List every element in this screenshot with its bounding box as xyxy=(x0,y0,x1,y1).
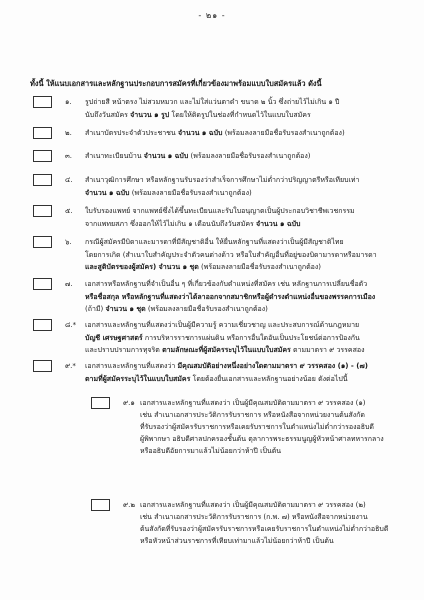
bold-text: จำนวน ๑ ฉบับ xyxy=(85,188,130,197)
text-line xyxy=(85,278,397,291)
item-text xyxy=(85,127,397,140)
bold-text: ตามที่ผู้สมัครระบุไว้ในแบบใบสมัคร xyxy=(85,374,191,383)
item-text xyxy=(85,278,397,316)
bold-text: จำนวน ๑ ชุด xyxy=(105,305,146,314)
text-line xyxy=(85,249,397,262)
text-segment: ตามมาตรา ๙ วรรคสอง xyxy=(290,346,365,355)
text-line xyxy=(85,205,397,218)
checkbox-9-1[interactable] xyxy=(91,397,110,409)
text-segment: ต้นสังกัดที่รับรองว่าผู้สมัครรับราชการหรือเคยรับราชการในตำแหน่งไม่ต่ำกว่าอธิบดี xyxy=(140,525,389,533)
checkbox-6[interactable] xyxy=(33,236,52,248)
text-line xyxy=(85,303,397,316)
subitem-number: ๙.๑ xyxy=(123,399,135,407)
text-line xyxy=(85,344,397,357)
text-segment: กรณีผู้สมัครมีบิดาและมารดาที่มีสัญชาติอื่น ให้ยื่นหลักฐานที่แสดงว่าเป็นผู้มีสัญชาติไทย xyxy=(85,238,344,246)
checkbox-1[interactable] xyxy=(33,96,52,108)
text-line xyxy=(140,511,398,523)
subitem-text xyxy=(140,499,398,547)
text-segment: (พร้อมลงลายมือชื่อรับรองสำเนาถูกต้อง) xyxy=(145,305,268,314)
text-segment: โดยการเกิด (สำเนาใบสำคัญประจำตัวคนต่างด้าว หรือใบสำคัญอื่นที่อยู่ของบิดามารดาหรือมารดา xyxy=(85,250,377,259)
item-text xyxy=(85,150,397,163)
text-segment: เช่น สำเนาเอกสารประวัติการรับราชการ (ก.พ. ๗) หรือหนังสือจากหน่วยงาน xyxy=(140,513,368,521)
item-number: ๙.* xyxy=(65,362,76,370)
item-number: ๖. xyxy=(65,238,72,246)
bold-text: จำนวน ๑ รูป xyxy=(130,110,170,119)
text-segment: และปราบปรามการทุจริต xyxy=(85,346,163,355)
bold-text: มีคุณสมบัติอย่างหนึ่งอย่างใดตามมาตรา ๙ วรรคสอง (๑) - (๗) xyxy=(177,362,368,370)
text-line xyxy=(140,535,398,547)
text-line xyxy=(85,261,397,274)
item-number: ๘.* xyxy=(65,321,77,329)
item-text xyxy=(85,205,397,230)
text-line xyxy=(85,236,397,249)
text-segment: (พร้อมลงลายมือชื่อรับรองสำเนาถูกต้อง) xyxy=(188,152,311,160)
checkbox-3[interactable] xyxy=(33,150,52,162)
item-text xyxy=(85,360,397,385)
text-segment: (พร้อมลงลายมือชื่อรับรองสำเนาถูกต้อง) xyxy=(222,129,345,137)
text-line xyxy=(85,150,397,163)
text-segment: สำเนาวุฒิการศึกษา หรือหลักฐานรับรองว่าสำเร็จการศึกษาไม่ต่ำกว่าปริญญาตรีหรือเทียบเท่า xyxy=(85,176,360,184)
text-segment: ผู้พิพากษา อธิบดีศาลปกครองชั้นต้น ตุลาการพระธรรมนูญผู้หัวหน้าศาลทหารกลาง xyxy=(140,435,384,443)
subitem-number: ๙.๒ xyxy=(123,501,135,509)
text-segment: หรือหัวหน้าส่วนราชการที่เทียบเท่ามาแล้วไม่น้อยกว่าห้าปี เป็นต้น xyxy=(140,537,334,545)
text-line xyxy=(85,291,397,304)
text-line xyxy=(85,332,397,345)
text-segment: (พร้อมลงลายมือชื่อรับรองสำเนาถูกต้อง) xyxy=(129,188,252,197)
bold-text: ตามลักษณะที่ผู้สมัครระบุไว้ในแบบใบสมัคร xyxy=(162,346,291,355)
item-number: ๓. xyxy=(65,152,73,160)
text-segment: (พร้อมลงลายมือชื่อรับรองสำเนาถูกต้อง) xyxy=(198,263,321,272)
text-line xyxy=(140,433,398,445)
item-number: ๑. xyxy=(65,98,72,106)
item-text xyxy=(85,96,397,121)
text-segment: เอกสารและหลักฐานที่แสดงว่า เป็นผู้มีคุณสมบัติตามมาตรา ๙ วรรคสอง (๑) xyxy=(140,399,366,407)
bold-text: จำนวน ๑ ชุด xyxy=(158,263,199,272)
checkbox-2[interactable] xyxy=(33,127,52,139)
text-segment: สำเนาทะเบียนบ้าน xyxy=(85,152,144,160)
item-text xyxy=(85,236,397,274)
text-segment: ที่รับรองว่าผู้สมัครรับราชการหรือเคยรับราชการในตำแหน่งไม่ต่ำกว่ารองอธิบดี xyxy=(140,423,374,431)
intro-heading: ทั้งนี้ ให้แนบเอกสารและหลักฐานประกอบการสมัครที่เกี่ยวข้องมาพร้อมแบบใบสมัครแล้ว ดังนี้ xyxy=(30,79,322,88)
item-number: ๒. xyxy=(65,129,72,137)
text-line xyxy=(140,445,398,457)
text-segment: รูปถ่ายสี หน้าตรง ไม่สวมหมวก และไม่ใส่แว่นตาดำ ขนาด ๒ นิ้ว ซึ่งถ่ายไว้ไม่เกิน ๑ ปี xyxy=(85,98,340,106)
text-line xyxy=(85,96,397,109)
bold-text: และสูติบัตรของผู้สมัคร) xyxy=(85,263,159,272)
text-segment: เอกสารและหลักฐานที่แสดงว่า เป็นผู้มีคุณสมบัติตามมาตรา ๙ วรรคสอง (๒) xyxy=(140,501,366,509)
text-line xyxy=(85,360,397,373)
text-line xyxy=(140,421,398,433)
text-line xyxy=(140,499,398,511)
text-line xyxy=(140,523,398,535)
text-line xyxy=(140,409,398,421)
item-text xyxy=(85,174,397,199)
bold-text: จำนวน ๑ ฉบับ xyxy=(143,152,189,160)
text-segment: โดยต้องยื่นเอกสารและหลักฐานอย่างน้อย ดังต่อไปนี้ xyxy=(190,374,348,383)
text-segment: เอกสารหรือหลักฐานที่จำเป็นอื่น ๆ ที่เกี่ยวข้องกับตำแหน่งที่สมัคร เช่น หลักฐานการเปลี่ยนชื่อตัว xyxy=(85,280,368,288)
page-number: - ๒๑ - xyxy=(198,11,226,20)
item-number: ๕. xyxy=(65,207,73,215)
text-line xyxy=(140,397,398,409)
text-segment: นับถึงวันสมัคร xyxy=(85,110,131,119)
text-line xyxy=(85,174,397,187)
text-line xyxy=(85,373,397,386)
text-segment: โดยให้ติดรูปในช่องที่กำหนดไว้ในแบบใบสมัคร xyxy=(169,110,311,119)
text-segment: เช่น สำเนาเอกสารประวัติการรับราชการ หรือหนังสือจากหน่วยงานต้นสังกัด xyxy=(140,411,365,419)
bold-text: บัญชี เศรษฐศาสตร์ xyxy=(85,333,143,342)
text-segment: การบริหารราชการแผ่นดิน หรือการอื่นใดอันเป็นประโยชน์ต่อการป้องกัน xyxy=(142,333,360,342)
text-line xyxy=(85,187,397,200)
subitem-text xyxy=(140,397,398,457)
text-line xyxy=(85,127,397,140)
bold-text: จำนวน ๑ ฉบับ xyxy=(177,129,223,137)
text-segment: เอกสารและหลักฐานที่แสดงว่า xyxy=(85,362,178,370)
text-segment: สำเนาบัตรประจำตัวประชาชน xyxy=(85,129,178,137)
text-segment: ใบรับรองแพทย์ จากแพทย์ซึ่งได้ขึ้นทะเบียนและรับใบอนุญาตเป็นผู้ประกอบวิชาชีพเวชกรรม xyxy=(85,207,355,215)
checkbox-8[interactable] xyxy=(33,319,52,331)
checkbox-5[interactable] xyxy=(33,205,52,217)
item-number: ๔. xyxy=(65,176,73,184)
bold-text: หรือชื่อสกุล หรือหลักฐานที่แสดงว่าได้ลาออกจากสมาชิกหรือผู้ดำรงตำแหน่งอื่นของพรรคการเมือง xyxy=(85,292,376,301)
item-text xyxy=(85,319,397,357)
text-segment: เอกสารและหลักฐานที่แสดงว่าเป็นผู้มีความรู้ ความเชี่ยวชาญ และประสบการณ์ด้านกฎหมาย xyxy=(85,321,360,329)
item-number: ๗. xyxy=(65,280,73,288)
checkbox-4[interactable] xyxy=(33,174,52,186)
text-line xyxy=(85,109,397,122)
text-line xyxy=(85,218,397,231)
checkbox-7[interactable] xyxy=(33,278,52,290)
text-segment: หรืออธิบดีอัยการมาแล้วไม่น้อยกว่าห้าปี เป็นต้น xyxy=(140,447,282,455)
bold-text: จำนวน ๑ ฉบับ xyxy=(255,219,301,228)
text-segment: (ถ้ามี) xyxy=(85,305,106,314)
checkbox-9[interactable] xyxy=(33,360,52,372)
text-line xyxy=(85,319,397,332)
checkbox-9-2[interactable] xyxy=(91,499,110,511)
text-segment: จากแพทยสภา ซึ่งออกให้ไว้ไม่เกิน ๑ เดือนนับถึงวันสมัคร xyxy=(85,219,256,228)
